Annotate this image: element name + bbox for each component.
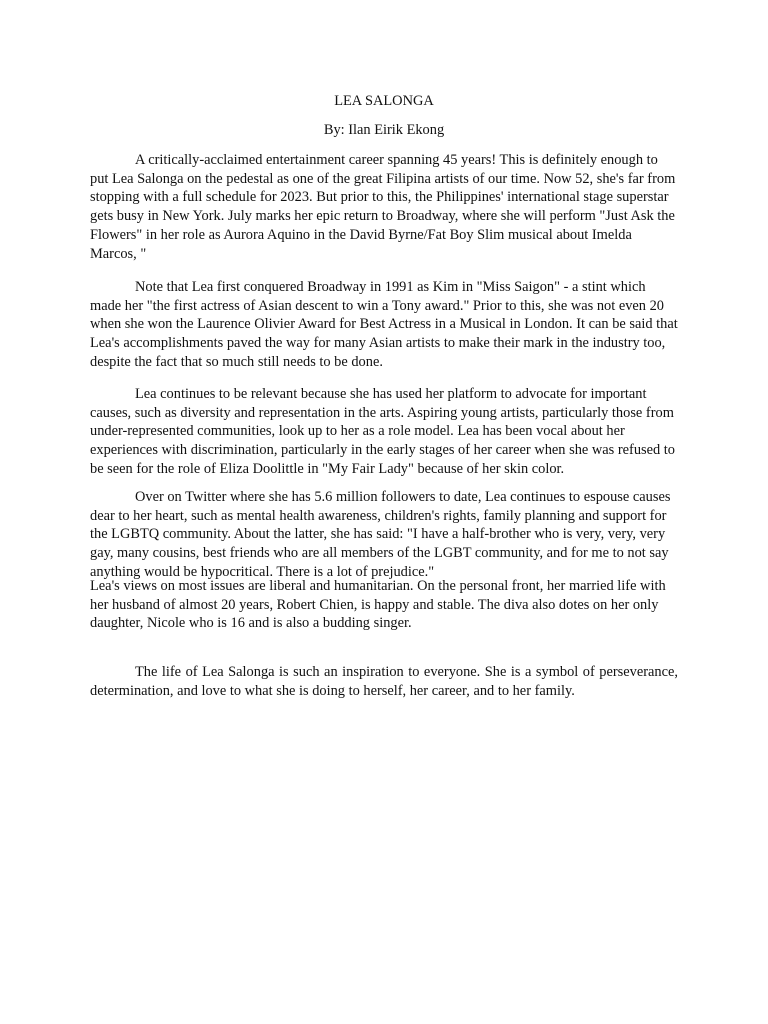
paragraph-career: A critically-acclaimed entertainment career spanning 45 years! This is definitely enough to put Lea Salonga on the pedestal as one of the great Filipina artists of our time. Now 52, she's far from stopping with a full schedule for 2023. But prior to this, the Philippines' international stage superstar gets busy in New York. July marks her epic return to Broadway, where she will perform "Just Ask the Flowers" in her role as Aurora Aquino in the David Byrne/Fat Boy Slim musical about Imelda Marcos, " xyxy=(90,152,676,262)
paragraph-broadway: Note that Lea first conquered Broadway in 1991 as Kim in "Miss Saigon" - a stint which made her "the first actress of Asian descent to win a Tony award." Prior to this, she was not even 20 when she won the Laurence Olivier Award for Best Actress in a Musical in London. It can be said that Lea's accomplishments paved the way for many Asian artists to make their mark in the industry too, despite the fact that so much still needs to be done. xyxy=(90,279,678,370)
document-title: LEA SALONGA xyxy=(334,93,434,109)
paragraph-twitter: Over on Twitter where she has 5.6 million followers to date, Lea continues to espouse causes dear to her heart, such as mental health awareness, children's rights, family planning and support for the LGBTQ community. About the latter, she has said: "I have a half-brother who is very, very, very gay, many cousins, best friends who are all members of the LGBT community, and for me to not say anything would be hypocritical. There is a lot of prejudice." xyxy=(90,489,671,580)
paragraph-advocacy: Lea continues to be relevant because she has used her platform to advocate for important causes, such as diversity and representation in the arts. Aspiring young artists, particularly those from under-represented communities, look up to her as a role model. Lea has been vocal about her experiences with discrimination, particularly in the early stages of her career when she was refused to be seen for the role of Eliza Doolittle in "My Fair Lady" because of her skin color. xyxy=(90,386,675,477)
paragraph-personal-life: Lea's views on most issues are liberal and humanitarian. On the personal front, her married life with her husband of almost 20 years, Robert Chien, is happy and stable. The diva also dotes on her only daughter, Nicole who is 16 and is also a budding singer. xyxy=(90,578,666,632)
author-byline: By: Ilan Eirik Ekong xyxy=(323,122,445,138)
paragraph-conclusion: The life of Lea Salonga is such an inspiration to everyone. She is a symbol of perseverance, determination, and love to what she is doing to herself, her career, and to her family. xyxy=(90,664,678,699)
